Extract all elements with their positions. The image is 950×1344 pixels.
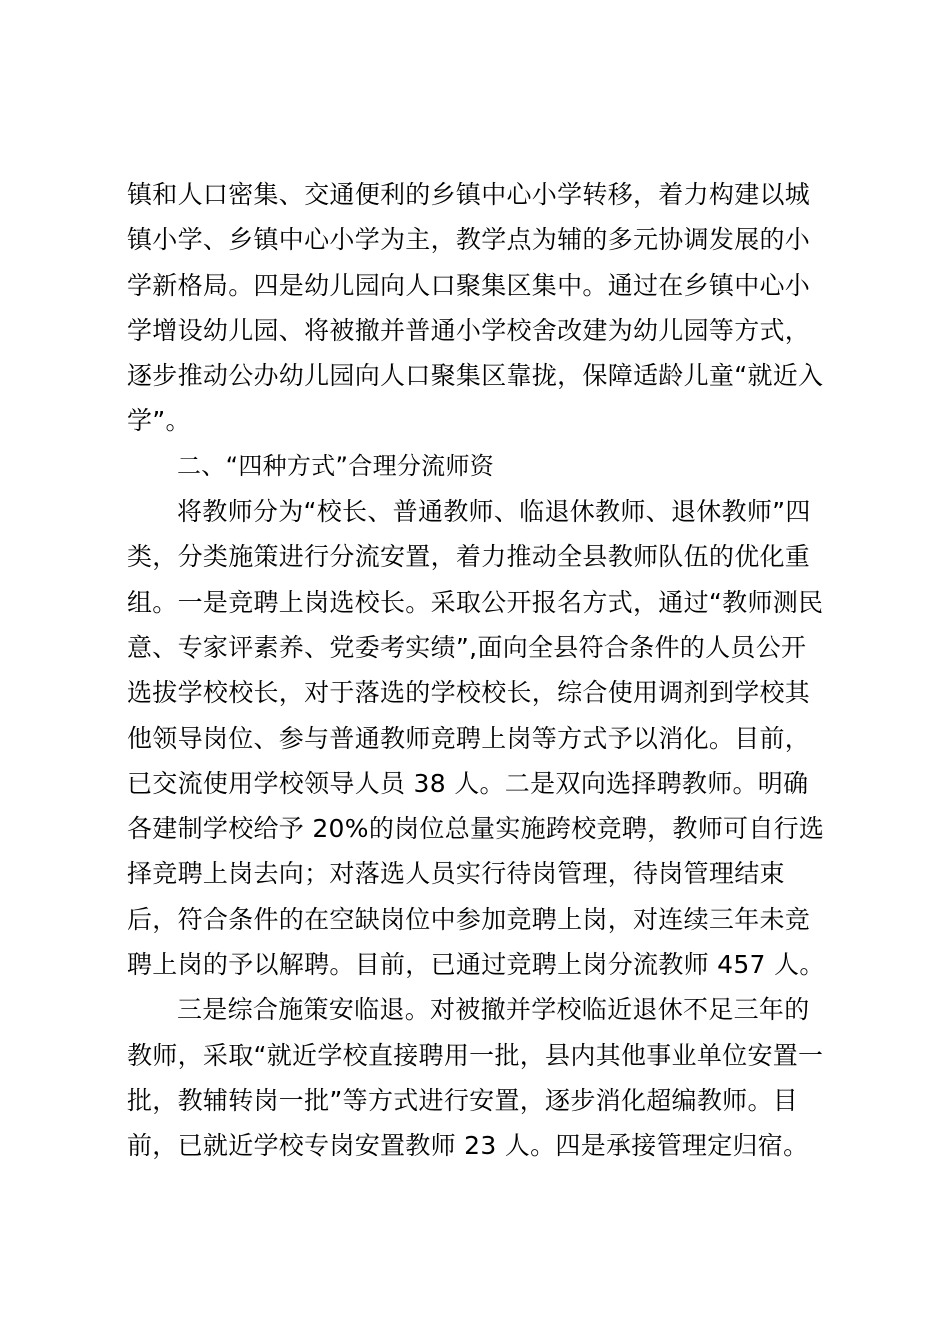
text-line: 镇小学、乡镇中心小学为主，教学点为辅的多元协调发展的小: [127, 225, 811, 255]
text-line: 选拔学校校长，对于落选的学校校长，综合使用调剂到学校其: [127, 678, 811, 708]
text-line: 批，教辅转岗一批”等方式进行安置，逐步消化超编教师。目: [127, 1085, 799, 1115]
text-line: 组。一是竞聘上岗选校长。采取公开报名方式，通过“教师测民: [127, 587, 824, 617]
text-line: 他领导岗位、参与普通教师竞聘上岗等方式予以消化。目前，: [127, 723, 811, 753]
text-line: 类，分类施策进行分流安置，着力推动全县教师队伍的优化重: [127, 542, 811, 572]
text-line: 教师，采取“就近学校直接聘用一批，县内其他事业单位安置一: [127, 1040, 824, 1070]
text-line: 学新格局。四是幼儿园向人口聚集区集中。通过在乡镇中心小: [127, 270, 811, 300]
text-line: 学”。: [127, 406, 191, 436]
text-line: 学增设幼儿园、将被撤并普通小学校舍改建为幼儿园等方式，: [127, 315, 811, 345]
text-line: 择竞聘上岗去向；对落选人员实行待岗管理，待岗管理结束: [127, 859, 785, 889]
text-line: 聘上岗的予以解聘。目前，已通过竞聘上岗分流教师 457 人。: [127, 950, 825, 980]
text-line: 各建制学校给予 20%的岗位总量实施跨校竞聘，教师可自行选: [127, 814, 825, 844]
text-line: 逐步推动公办幼儿园向人口聚集区靠拢，保障适龄儿童“就近入: [127, 361, 824, 391]
text-line: 已交流使用学校领导人员 38 人。二是双向选择聘教师。明确: [127, 768, 809, 798]
text-line: 意、专家评素养、党委考实绩”,面向全县符合条件的人员公开: [127, 632, 807, 662]
text-line: 三是综合施策安临退。对被撤并学校临近退休不足三年的: [177, 995, 810, 1025]
text-line: 将教师分为“校长、普通教师、临退休教师、退休教师”四: [177, 497, 811, 527]
text-line: 镇和人口密集、交通便利的乡镇中心小学转移，着力构建以城: [127, 180, 811, 209]
section-heading: 二、“四种方式”合理分流师资: [177, 451, 495, 480]
text-line: 前，已就近学校专岗安置教师 23 人。四是承接管理定归宿。: [127, 1131, 809, 1161]
text-line: 后，符合条件的在空缺岗位中参加竞聘上岗，对连续三年未竞: [127, 904, 811, 934]
document-body: [127, 172, 833, 1169]
